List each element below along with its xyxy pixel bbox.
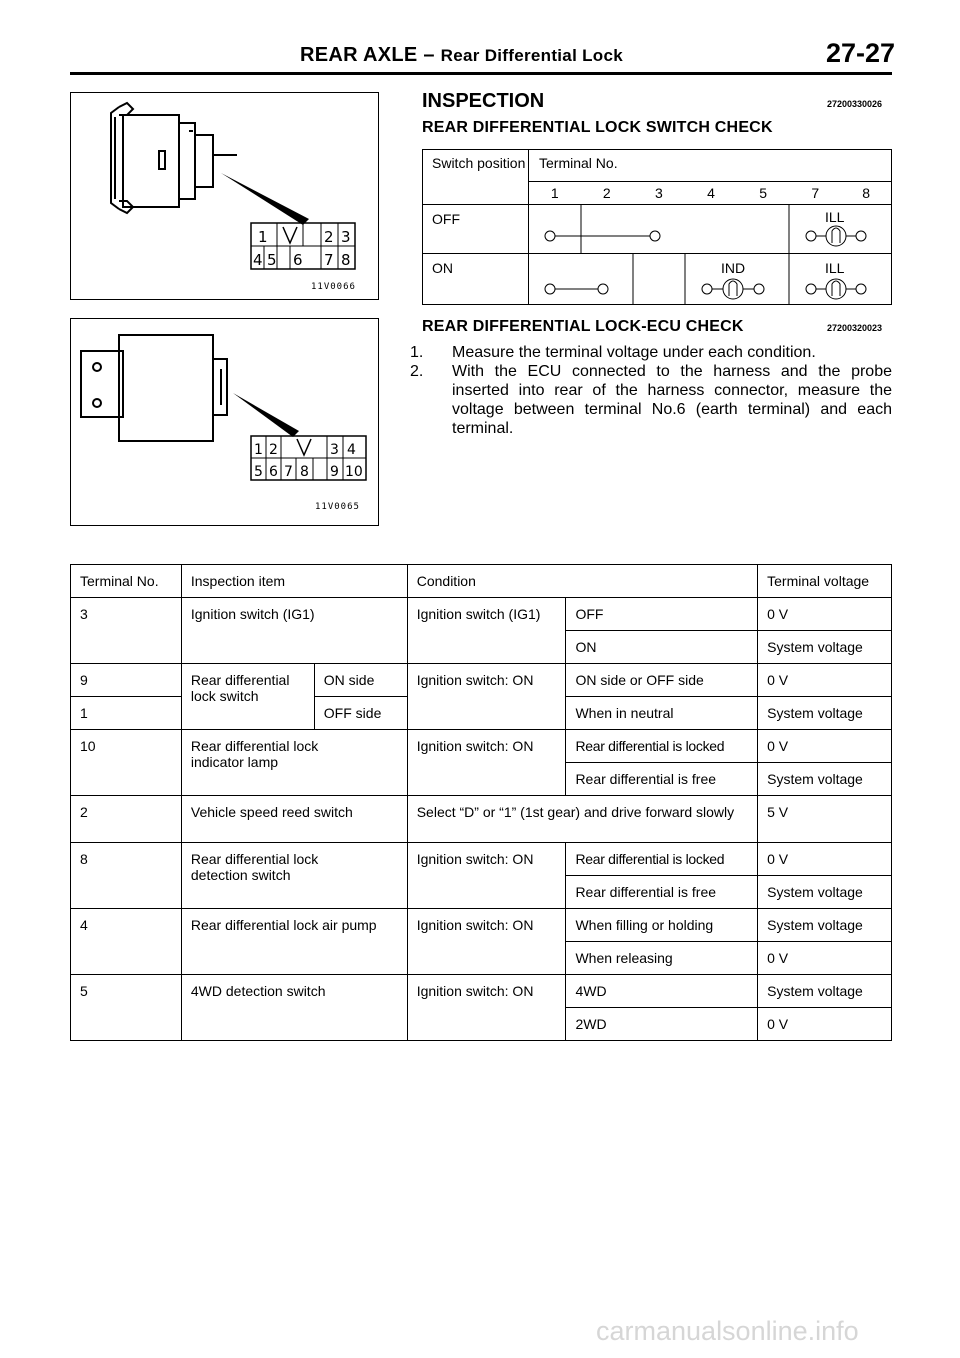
pin-label: 10 — [345, 464, 363, 480]
table-row — [71, 975, 892, 1008]
header-item: Inspection item — [181, 565, 407, 598]
item-cell: Rear differential lock air pump — [181, 909, 407, 975]
switch-position-header — [423, 150, 529, 205]
header-rule — [70, 72, 892, 75]
terminal-cell: 5 — [71, 975, 182, 1041]
condition-cell: Ignition switch: ON — [407, 843, 566, 909]
terminal-no-label: Terminal No. — [539, 155, 618, 171]
switch-check-title: REAR DIFFERENTIAL LOCK SWITCH CHECK — [422, 119, 773, 136]
continuity-diagram-on — [529, 254, 892, 305]
subcondition-cell: Rear differential is locked — [566, 843, 758, 876]
table-row — [71, 664, 892, 697]
inspection-code: 27200330026 — [827, 99, 883, 109]
pin-label: 2 — [269, 442, 278, 458]
step-item — [410, 362, 892, 438]
subcondition-cell: 4WD — [566, 975, 758, 1008]
switch-position-cell — [423, 205, 529, 254]
terminal-number: 1 — [529, 182, 581, 205]
terminal-cell: 9 — [71, 664, 182, 697]
pin-label: 9 — [330, 464, 339, 480]
ecu-check-title: REAR DIFFERENTIAL LOCK-ECU CHECK — [422, 318, 744, 335]
terminal-cell: 10 — [71, 730, 182, 796]
subcondition-cell: When releasing — [566, 942, 758, 975]
subcondition-cell: Rear differential is free — [566, 876, 758, 909]
table-header-row — [71, 565, 892, 598]
item-cell: 4WD detection switch — [181, 975, 407, 1041]
item-cell — [181, 730, 407, 796]
subcondition-cell: When filling or holding — [566, 909, 758, 942]
pin-label: 3 — [341, 228, 351, 246]
voltage-cell: 0 V — [758, 598, 892, 631]
item-cell: Rear differential lock switch — [181, 664, 314, 730]
item-text: Rear differential lock detection switch — [190, 851, 319, 883]
ecu-drawing — [71, 319, 378, 525]
subcondition-cell: ON — [566, 631, 758, 664]
item-cell — [181, 843, 407, 909]
switch-check-table — [422, 149, 892, 305]
voltage-cell: 0 V — [758, 942, 892, 975]
header-voltage: Terminal voltage — [758, 565, 892, 598]
ind-label: IND — [721, 260, 746, 276]
table-row — [71, 796, 892, 843]
terminal-number: 2 — [581, 182, 633, 205]
switch-position-cell — [423, 254, 529, 305]
terminal-number: 5 — [737, 182, 789, 205]
voltage-cell: 0 V — [758, 664, 892, 697]
pin-label: 2 — [324, 228, 334, 246]
pin-label: 6 — [293, 251, 303, 269]
voltage-cell: System voltage — [758, 909, 892, 942]
inspection-heading: INSPECTION — [422, 90, 545, 112]
switch-connector-figure — [70, 92, 379, 300]
item-cell: Vehicle speed reed switch — [181, 796, 407, 843]
pin-label: 5 — [267, 251, 277, 269]
item-cell: Ignition switch (IG1) — [181, 598, 407, 664]
terminal-no-header — [529, 150, 892, 182]
switch-drawing — [71, 93, 378, 299]
switch-position-value: ON — [432, 260, 453, 276]
side-cell: ON side — [314, 664, 407, 697]
subcondition-cell: Rear differential is free — [566, 763, 758, 796]
terminal-cell: 3 — [71, 598, 182, 664]
switch-position-label: Switch position — [432, 155, 526, 171]
switch-position-value: OFF — [432, 211, 460, 227]
condition-cell: Ignition switch: ON — [407, 975, 566, 1041]
ecu-connector-figure — [70, 318, 379, 526]
subcondition-cell: 2WD — [566, 1008, 758, 1041]
voltage-cell: 0 V — [758, 730, 892, 763]
switch-row-off — [423, 205, 892, 254]
pin-label: 8 — [341, 251, 351, 269]
ill-label: ILL — [825, 209, 845, 225]
continuity-lines-off — [529, 205, 891, 253]
condition-cell: Select “D” or “1” (1st gear) and drive forward slowly — [407, 796, 757, 843]
terminal-number: 3 — [633, 182, 685, 205]
step-text: Measure the terminal voltage under each condition. — [452, 344, 816, 361]
table-row — [71, 909, 892, 942]
switch-row-on — [423, 254, 892, 305]
table-row — [71, 598, 892, 631]
section-name: REAR AXLE – — [300, 44, 435, 66]
subcondition-cell: Rear differential is locked — [566, 730, 758, 763]
pin-label: 1 — [258, 228, 268, 246]
terminal-cell: 1 — [71, 697, 182, 730]
side-cell: OFF side — [314, 697, 407, 730]
terminal-number: 7 — [789, 182, 841, 205]
header-terminal: Terminal No. — [71, 565, 182, 598]
terminal-cell: 8 — [71, 843, 182, 909]
watermark: carmanualsonline.info — [596, 1316, 859, 1346]
condition-cell: Ignition switch (IG1) — [407, 598, 566, 664]
terminal-cell: 2 — [71, 796, 182, 843]
figure-code: 11V0066 — [311, 282, 356, 292]
condition-cell: Ignition switch: ON — [407, 664, 566, 730]
ecu-terminal-table — [70, 564, 892, 1041]
terminal-cell: 4 — [71, 909, 182, 975]
pin-label: 6 — [269, 464, 278, 480]
pin-label: 4 — [347, 442, 356, 458]
subcondition-cell: OFF — [566, 598, 758, 631]
step-text: With the ECU connected to the harness and the probe inserted into rear of the harness connector, measure the voltage between terminal No.6 (earth terminal) and each terminal. — [452, 363, 892, 437]
terminal-number: 4 — [685, 182, 737, 205]
subsection-name: Rear Differential Lock — [440, 46, 623, 65]
page-number: 27-27 — [826, 38, 896, 68]
voltage-cell: System voltage — [758, 876, 892, 909]
subcondition-cell: ON side or OFF side — [566, 664, 758, 697]
ecu-check-code: 27200320023 — [827, 323, 883, 333]
pin-label: 1 — [254, 442, 263, 458]
voltage-cell: 5 V — [758, 796, 892, 843]
voltage-cell: 0 V — [758, 1008, 892, 1041]
subcondition-cell: When in neutral — [566, 697, 758, 730]
step-item — [410, 343, 892, 362]
voltage-cell: 0 V — [758, 843, 892, 876]
step-number: 1. — [410, 344, 424, 361]
voltage-cell: System voltage — [758, 697, 892, 730]
table-row — [71, 843, 892, 876]
pin-label: 4 — [253, 251, 263, 269]
ill-label: ILL — [825, 260, 845, 276]
ecu-check-steps — [410, 343, 892, 438]
pin-label: 7 — [324, 251, 334, 269]
pin-label: 3 — [330, 442, 339, 458]
pin-label: 8 — [300, 464, 309, 480]
page-header-title — [300, 44, 623, 67]
terminal-number: 8 — [841, 182, 891, 205]
continuity-lines-on — [529, 254, 891, 304]
condition-cell: Ignition switch: ON — [407, 730, 566, 796]
item-text: Rear differential lock indicator lamp — [190, 738, 319, 770]
voltage-cell: System voltage — [758, 975, 892, 1008]
pin-label: 7 — [284, 464, 293, 480]
condition-cell: Ignition switch: ON — [407, 909, 566, 975]
voltage-cell: System voltage — [758, 763, 892, 796]
voltage-cell: System voltage — [758, 631, 892, 664]
continuity-diagram-off — [529, 205, 892, 254]
pin-label: 5 — [254, 464, 263, 480]
header-condition: Condition — [407, 565, 757, 598]
step-number: 2. — [410, 363, 424, 380]
table-row — [71, 730, 892, 763]
figure-code: 11V0065 — [315, 502, 360, 512]
